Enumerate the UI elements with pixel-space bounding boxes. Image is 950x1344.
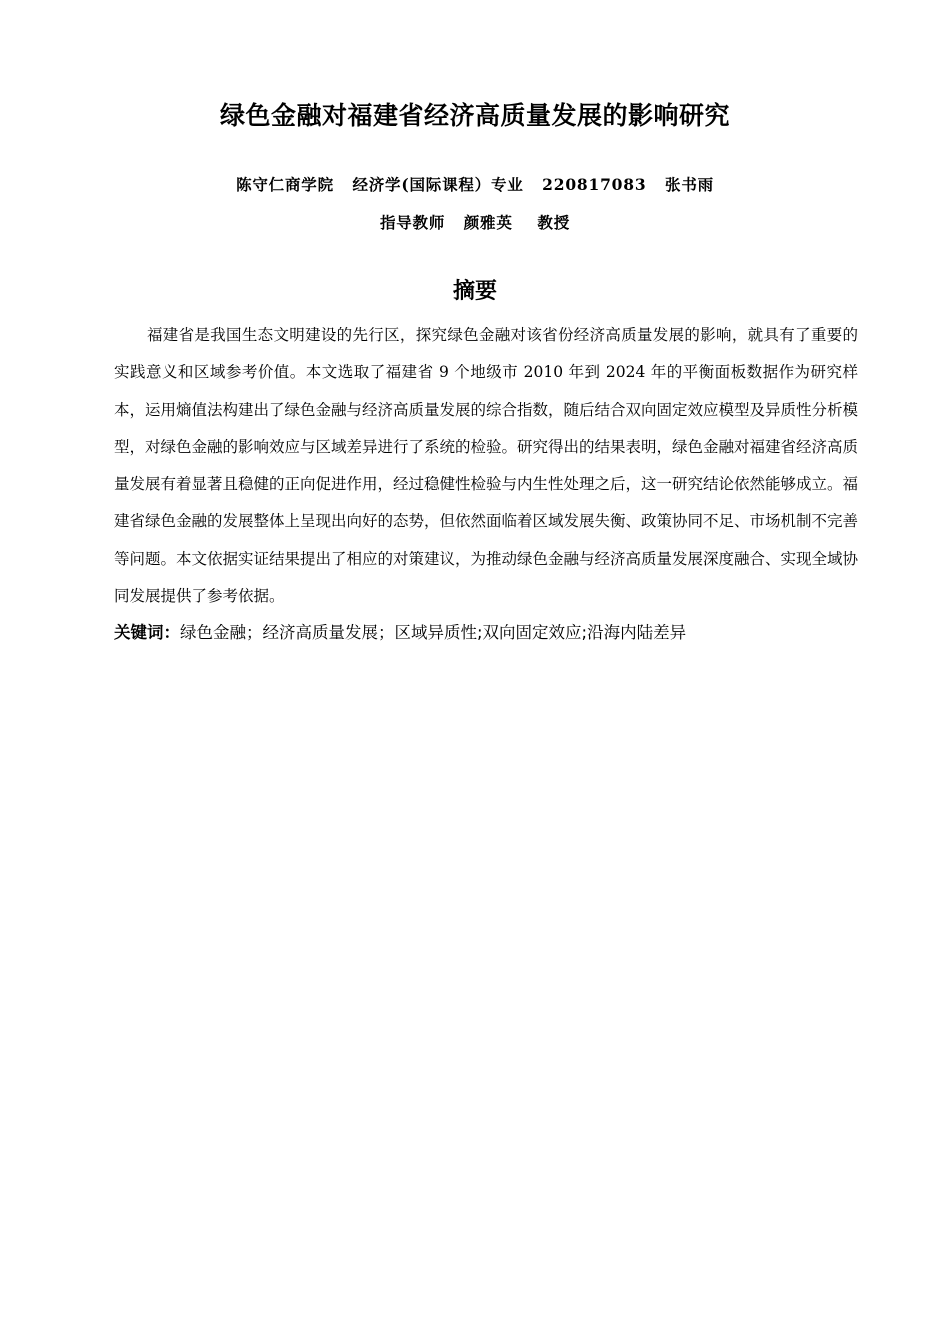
- keywords: [114, 619, 858, 643]
- keywords-label: 关键词：: [114, 623, 180, 642]
- author-info: 陈守仁商学院 经济学(国际课程）专业 220817083 张书雨: [236, 175, 714, 194]
- paper-title: 绿色金融对福建省经济高质量发展的影响研究: [219, 101, 730, 130]
- abstract-heading: 摘要: [452, 279, 497, 304]
- keywords-list: 绿色金融；经济高质量发展；区域异质性;双向固定效应;沿海内陆差异: [180, 623, 687, 642]
- advisor-info: 指导教师 颜雅英 教授: [379, 213, 571, 232]
- abstract-body: 福建省是我国生态文明建设的先行区，探究绿色金融对该省份经济高质量发展的影响，就具有了重要的实践意义和区域参考价值。本文选取了福建省 9 个地级市 2010 年到 2024 年的平衡面板数据作为研究样本，运用熵值法构建出了绿色金融与经济高质量发展的综合指数，随后结合双向固定效应模型及异质性分析模型，对绿色金融的影响效应与区域差异进行了系统的检验。研究得出的结果表明，绿色金融对福建省经济高质量发展有着显著且稳健的正向促进作用，经过稳健性检验与内生性处理之后，这一研究结论依然能够成立。福建省绿色金融的发展整体上呈现出向好的态势，但依然面临着区域发展失衡、政策协同不足、市场机制不完善等问题。本文依据实证结果提出了相应的对策建议，为推动绿色金融与经济高质量发展深度融合、实现全域协同发展提供了参考依据。: [114, 326, 859, 606]
